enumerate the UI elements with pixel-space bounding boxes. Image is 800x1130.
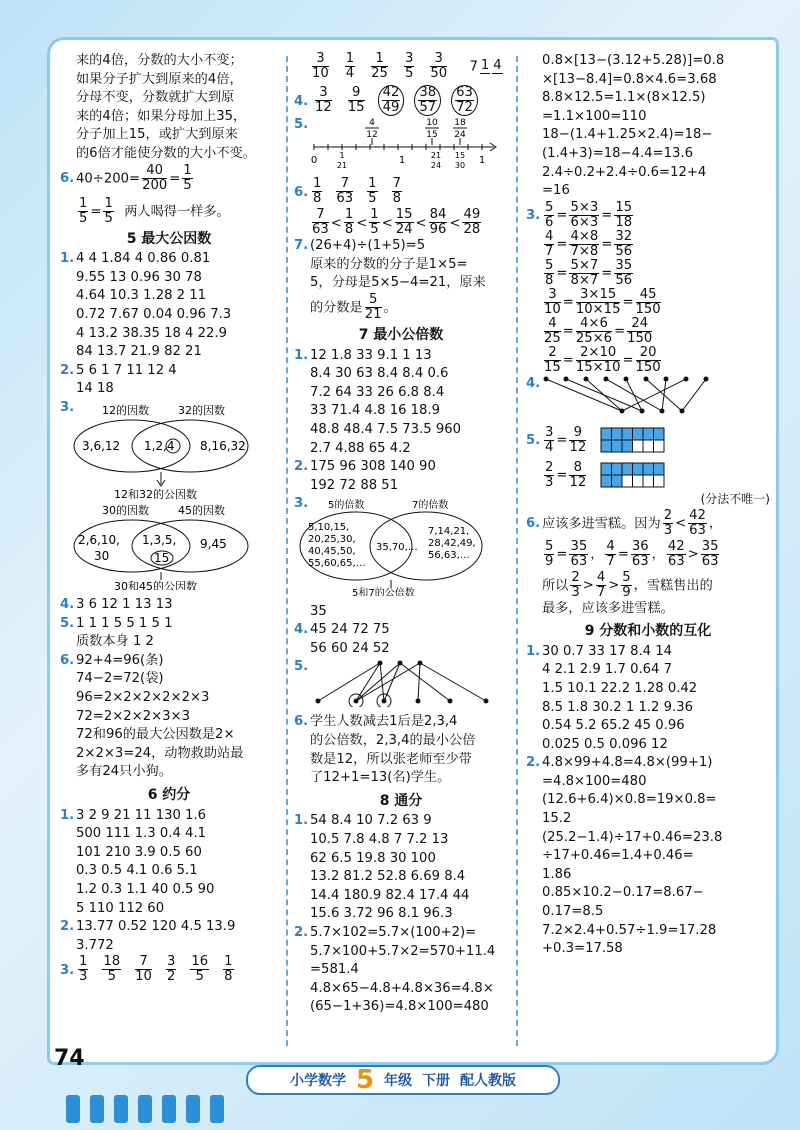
svg-text:2,6,10,: 2,6,10, [78,532,120,547]
book-spines-decoration [60,1095,230,1125]
fraction: $\frac{5\times 3}{6\times 3}$ [570,199,599,230]
section-heading: 9 分数和小数的互化 [584,623,712,640]
s8-q1: 1. 54 8.4 10 7.2 63 9 10.5 7.8 4.8 7 7.2 13 62 6.5 19.8 30 100 13.2 81.2 52.8 6.69 8.4 14.4 180.9 82.4 17.4 44 15.6 3.72 96 8.1 96.3 [294,813,470,922]
q4: 4. [526,375,541,391]
svg-text:40,45,50,: 40,45,50, [308,545,356,557]
q6-conclusion: $\frac{1}{5}$ = $\frac{1}{5}$ 两人喝得一样多。 [79,195,230,226]
s9-q1: 1. 30 0.7 33 17 8.4 14 4 2.1 2.9 1.7 0.64 7 1.5 10.1 22.2 1.28 0.42 8.5 1.8 30.2 1 1.2 9.36 0.54 5.2 65.2 45 0.96 0.025 0.5 0.096 12 [526,643,698,752]
fraction: $\frac{35}{63}$ [701,538,719,569]
fraction: $\frac{18}{5}$ [103,954,121,985]
s7-q5: 5. [294,659,309,675]
svg-text:24: 24 [454,129,466,140]
fraction: $\frac{3}{12}$ [315,85,332,115]
svg-text:15: 15 [426,129,438,140]
fraction: $\frac{4}{7}$ [596,569,606,600]
svg-text:55,60,65,…: 55,60,65,… [308,557,366,569]
svg-text:21: 21 [430,150,442,160]
fraction-grid [600,462,666,488]
svg-text:18: 18 [454,117,466,128]
s5-q3: 3. [60,399,75,415]
q5: 5. $\frac{3}{4}$ = $\frac{9}{12}$ [526,426,770,455]
fraction: $\frac{45}{150}$ [635,286,661,317]
svg-text:56,63,…: 56,63,… [428,549,470,561]
svg-text:0: 0 [310,154,318,166]
q5-row2: $\frac{2}{3}$ = $\frac{8}{12}$ [526,461,770,490]
svg-text:7的倍数: 7的倍数 [412,499,449,511]
matching-diagram [310,659,510,707]
fraction: $\frac{20}{150}$ [635,344,661,375]
column-divider [286,56,288,1046]
fraction: $\frac{3}{5}$ [404,51,414,81]
venn-diagram-multiples [294,496,504,596]
fraction: $\frac{3}{10}$ [312,51,329,81]
fraction: $\frac{36}{63}$ [631,538,649,569]
fraction: $\frac{3\times 15}{10\times 15}$ [575,286,621,317]
svg-text:1,3,5,: 1,3,5, [142,532,177,547]
s7-q3: 3. [294,496,309,512]
q6: 6. $\frac{1}{8}$ $\frac{7}{63}$ $\frac{1}{5}$ $\frac{7}{8}$ [294,176,401,207]
fraction: $\frac{3}{2}$ [166,954,176,985]
fraction: $\frac{2\times 10}{15\times 10}$ [575,344,621,375]
s6-q2: 2. 13.77 0.52 120 4.5 13.9 3.772 [60,919,236,953]
fraction: $\frac{15}{24}$ [395,207,413,238]
q6-conclusion: 最多，应该多进雪糕。 [542,600,674,616]
fraction: $\frac{1}{8}$ [313,176,322,207]
fraction: $\frac{35}{63}$ [570,538,588,569]
venn-diagrams-factors [60,400,270,590]
q6-line: 6. 40÷200= $\frac{40}{200}$ = $\frac{1}{5}$ [60,162,192,193]
fraction: $\frac{1}{3}$ [79,954,88,985]
fraction: $\frac{49}{28}$ [463,207,481,238]
section-heading: 5 最大公因数 [126,230,212,247]
s5-q4: 4. 3 6 12 1 13 13 [60,597,173,613]
fraction: $\frac{1}{8}$ [224,954,233,985]
svg-text:5和7的公倍数: 5和7的公倍数 [352,587,415,596]
fraction: $\frac{40}{200}$ [142,162,168,193]
s7-q2: 2. 175 96 308 140 90 192 72 88 51 [294,459,436,493]
s8-q2: 2. 5.7×102=5.7×(100+2)= 5.7×100+5.7×2=570+11.4 =581.4 4.8×65−4.8+4.8×36=4.8× (65−1+36)=4.8×100=480 [294,925,496,1015]
s7-q4: 4. 45 24 72 75 56 60 24 52 [294,622,390,656]
fraction: $\frac{1}{5}$ [183,162,192,193]
q3-row: $\frac{3}{10}$ = $\frac{3\times 15}{10\times 15}$ = $\frac{45}{150}$ [544,286,661,317]
fraction: $\frac{9}{12}$ [569,424,587,455]
s5-q6: 6. 92+4=96(条) 74−2=72(袋) 96=2×2×2×2×2×3 72=2×2×2×3×3 72和96的最大公因数是2× 2×2×3=24，动物救助站最 多有24只小狗。 [60,652,244,780]
q3-rows [526,230,770,375]
venn-right: 8,16,32 [200,438,246,453]
fraction: $\frac{2}{3}$ [571,569,580,600]
s7-q1: 1. 12 1.8 33 9.1 1 13 8.4 30 63 8.4 8.4 0.6 7.2 64 33 26 6.8 8.4 33 71.4 4.8 16 18.9 48.8 48.4 7.5 73.5 960 2.7 4.88 65 4.2 [294,347,461,456]
fraction: $\frac{24}{150}$ [627,315,653,346]
s5-q5: 5. 1 1 1 5 5 1 5 1 质数本身 1 2 [60,615,173,650]
fraction: $\frac{4}{7}$ [545,228,554,259]
q5-number-line: 5. [294,117,309,132]
svg-text:4: 4 [369,117,375,128]
q3-row: $\frac{4}{25}$ = $\frac{4\times 6}{25\times 6}$ = $\frac{24}{150}$ [544,315,653,346]
column-divider [516,56,518,1046]
svg-text:7,14,21,: 7,14,21, [428,525,470,537]
venn-label: 32的因数 [178,403,225,417]
fraction: $\frac{42}{63}$ [689,507,706,538]
footer-grade-number: 5 [355,1065,375,1095]
fraction: $\frac{2}{3}$ [545,459,554,490]
s9-q2: 2. 4.8×99+4.8=4.8×(99+1) =4.8×100=480 (12.6+6.4)×0.8=19×0.8= 15.2 (25.2−1.4)÷17+0.46=23.8 ÷17+0.46=1.4+0.46= 1.86 0.85×10.2−0.17=8.67− 0.17=8.5 7.2×2.4+0.57÷1.9=17.28 +0.3=17.58 [526,755,723,957]
footer-term: 下册 [422,1073,451,1089]
s5-q1: 1. 4 4 1.84 4 0.86 0.81 9.55 13 0.96 30 78 4.64 10.3 1.28 2 11 0.72 7.67 0.04 0.96 7.3 4 13.2 38.35 18 4 22.9 84 13.7 21.9 82 21 [60,251,232,360]
fraction: $\frac{3}{4}$ [545,424,554,455]
q6: 6. 应该多进雪糕。因为 $\frac{2}{3}$ < $\frac{42}{63}$ ， [526,507,723,538]
s6-q1: 1. 3 2 9 21 11 130 1.6 500 111 1.3 0.4 4.1 101 210 3.9 0.5 60 0.3 0.5 4.1 0.6 5.1 1.2 0.3 1.1 40 0.5 90 5 110 112 60 [60,807,215,916]
fraction: $\frac{9}{15}$ [347,85,365,115]
s6-q3: 3. $\frac{1}{3}$ $\frac{18}{5}$ $\frac{7}{10}$ $\frac{3}{2}$ $\frac{16}{5}$ $\frac{1}{8}$ [60,954,233,985]
q3-row: $\frac{2}{15}$ = $\frac{2\times 10}{15\times 10}$ = $\frac{20}{150}$ [544,344,661,375]
section-heading: 8 通分 [379,792,423,809]
svg-text:35,70,…: 35,70,… [376,541,418,553]
fraction-grid [600,427,666,453]
svg-text:12: 12 [366,129,378,140]
s5-q2: 2. 5 6 1 7 11 12 4 14 18 [60,362,177,397]
column-3 [526,52,770,959]
fraction: $\frac{4\times 8}{7\times 8}$ [570,228,599,259]
fraction: $\frac{7}{8}$ [392,176,401,207]
fraction: 1 [480,58,490,73]
venn-label: 45的因数 [178,503,225,517]
fraction: $\frac{4}{7}$ [606,538,615,569]
q6-compare: $\frac{5}{9}$ = $\frac{35}{63}$ ， $\frac{4}{7}$ = $\frac{36}{63}$ ， $\frac{42}{63}$ > $\frac{35}{63}$ [545,538,719,569]
fraction: $\frac{63}{72}$ [451,85,478,116]
q7: 7. (26+4)÷(1+5)=5 原来的分数的分子是1×5= 5，分母是5×5−4=21，原来 [294,238,486,291]
venn-mid: 1,2,4 [144,438,175,453]
svg-text:9,45: 9,45 [200,536,227,551]
q7-end: 的分数是 $\frac{5}{21}$ 。 [310,291,397,322]
footer-subject: 小学数学 [289,1073,346,1089]
fraction: $\frac{84}{96}$ [429,207,447,238]
page-number: 74 [54,1046,85,1071]
svg-text:30: 30 [454,160,466,170]
fraction: $\frac{1}{5}$ [370,207,379,238]
q3: 3. $\frac{5}{6}$ = $\frac{5\times 3}{6\times 3}$ = $\frac{15}{18}$ [526,199,633,230]
svg-text:10: 10 [426,117,438,128]
venn-bottom: 12和32的公因数 [114,487,197,501]
matching-diagram [542,375,762,415]
footer-badge [246,1065,560,1095]
fraction: $\frac{1}{8}$ [344,207,354,238]
q6-result: 所以 $\frac{2}{3}$ > $\frac{4}{7}$ > $\frac{5}{9}$ ，雪糕售出的 [542,569,713,600]
fraction: $\frac{5}{6}$ [545,199,554,230]
column-2 [294,52,508,1017]
venn-label: 12的因数 [102,403,149,417]
svg-text:5的倍数: 5的倍数 [328,499,365,511]
top-fractions: $\frac{3}{10}$ $\frac{1}{4}$ $\frac{1}{25}$ $\frac{3}{5}$ $\frac{3}{50}$ 7 1 4 [312,51,502,81]
fraction: $\frac{3}{10}$ [544,286,561,317]
q3-row: $\frac{5}{8}$ = $\frac{5\times 7}{8\times 7}$ = $\frac{35}{56}$ [545,257,633,288]
fraction: $\frac{3}{50}$ [430,51,448,81]
intro-text: 来的4倍，分数的大小不变； 如果分子扩大到原来的4倍， 分母不变，分数就扩大到原 来的4倍；如果分母加上35， 分子加上15，或扩大到原来 的6倍才能使分数的大小不变。 [76,53,256,161]
svg-text:20,25,30,: 20,25,30, [308,533,356,545]
svg-text:1: 1 [398,154,406,166]
fraction: $\frac{5\times 7}{8\times 7}$ [570,257,599,288]
fraction: $\frac{1}{4}$ [345,51,355,81]
svg-text:1: 1 [478,154,486,166]
s7-q6: 6. 学生人数减去1后是2,3,4 的公倍数，2,3,4的最小公倍 数是12，所以张老师至少带 了12+1=13(名)学生。 [294,714,476,786]
fraction: $\frac{38}{57}$ [414,85,441,116]
fraction: 4 [493,58,502,73]
q6-chain: $\frac{7}{63}$ < $\frac{1}{8}$ < $\frac{1}{5}$ < $\frac{15}{24}$ < $\frac{84}{96}$ < $\frac{49}{28}$ [312,207,481,238]
fraction: $\frac{8}{12}$ [569,459,587,490]
svg-text:24: 24 [430,160,442,170]
fraction: $\frac{42}{63}$ [667,538,685,569]
calc-lines: 0.8×[13−(3.12+5.28)]=0.8 ×[13−8.4]=0.8×4.6=3.68 8.8×12.5=1.1×(8×12.5) =1.1×100=110 18−(1.4+1.25×2.4)=18− (1.4+3)=18−4.4=13.6 2.4÷0.2+2.4÷0.6=12+4 =16 [542,53,725,199]
footer-grade: 年级 [384,1073,413,1089]
fraction: $\frac{32}{56}$ [615,228,633,259]
svg-text:5,10,15,: 5,10,15, [308,521,350,533]
fraction: $\frac{16}{5}$ [191,954,209,985]
footer-edition: 配人教版 [460,1073,517,1089]
fraction: $\frac{4\times 6}{25\times 6}$ [575,315,613,346]
column-1 [60,52,278,984]
fraction: $\frac{15}{18}$ [615,199,633,230]
venn-left: 3,6,12 [82,438,121,453]
section-heading: 6 约分 [147,787,191,804]
fraction: $\frac{35}{56}$ [615,257,633,288]
q4: 4. $\frac{3}{12}$ $\frac{9}{15}$ $\frac{42}{49}$ $\frac{38}{57}$ $\frac{63}{72}$ [294,85,508,116]
svg-text:28,42,49,: 28,42,49, [428,537,476,549]
fraction: $\frac{5}{9}$ [622,569,631,600]
fraction: $\frac{42}{49}$ [378,85,405,116]
fraction: $\frac{7}{10}$ [135,954,152,985]
fraction: $\frac{7}{63}$ [336,176,354,207]
svg-text:21: 21 [336,160,348,170]
fraction: $\frac{2}{3}$ [663,507,673,538]
fraction: $\frac{7}{63}$ [312,207,329,238]
fraction: $\frac{5}{9}$ [545,538,554,569]
fraction: $\frac{5}{8}$ [545,257,554,288]
fraction: $\frac{2}{15}$ [544,344,561,375]
svg-text:30和45的公因数: 30和45的公因数 [114,579,197,590]
fraction: $\frac{1}{5}$ [368,176,377,207]
note: (分法不唯一) [700,491,770,506]
svg-text:15: 15 [154,550,170,565]
fraction: $\frac{4}{25}$ [544,315,561,346]
svg-text:30: 30 [94,548,110,563]
q3-row: $\frac{4}{7}$ = $\frac{4\times 8}{7\times 8}$ = $\frac{32}{56}$ [545,228,633,259]
svg-text:15: 15 [454,150,466,160]
venn-label: 30的因数 [102,503,149,517]
number-line [294,115,504,171]
svg-text:1: 1 [339,150,345,160]
s7-q3-after: 35 [310,603,327,619]
fraction: $\frac{1}{25}$ [371,51,388,81]
section-heading: 7 最小公倍数 [358,326,444,343]
